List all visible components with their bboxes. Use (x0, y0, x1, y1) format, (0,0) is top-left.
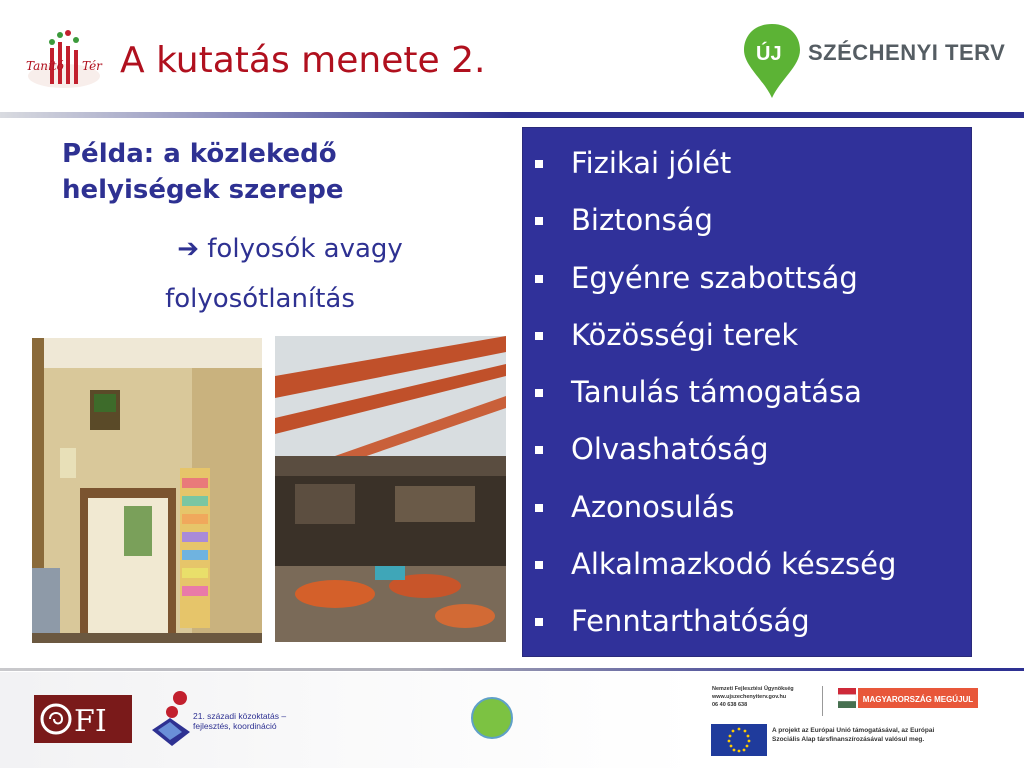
photo-school-doorway (32, 338, 262, 643)
list-item-label: Azonosulás (571, 489, 735, 524)
photo-school-atrium (275, 336, 506, 642)
tanito-ter-logo (22, 20, 106, 100)
list-item (523, 424, 971, 481)
list-item (523, 310, 971, 367)
bullet-icon (535, 504, 543, 512)
list-item-label: Olvashatóság (571, 432, 769, 467)
list-item (523, 253, 971, 310)
bullet-icon (535, 446, 543, 454)
bullet-icon (535, 618, 543, 626)
kozoktatas-line2: fejlesztés, koordináció (193, 721, 277, 731)
list-item-label: Fizikai jólét (571, 146, 732, 180)
header-divider (0, 112, 1024, 118)
list-item (523, 367, 971, 424)
example-subtitle (60, 224, 460, 324)
szechenyi-terv-text: SZÉCHENYI TERV (808, 40, 1006, 65)
list-item (523, 195, 971, 252)
green-circle-icon (471, 697, 513, 739)
bullet-icon (535, 389, 543, 397)
kozoktatas-line1: 21. századi közoktatás – (193, 711, 287, 721)
eu-funding-line1: A projekt az Európai Unió támogatásával, az Európai (772, 727, 935, 734)
list-item (523, 539, 971, 596)
nfu-info (712, 685, 794, 709)
list-item-label: Fenntarthatóság (571, 604, 810, 639)
list-item-label: Egyénre szabottság (571, 260, 858, 295)
list-item (523, 138, 971, 195)
svg-text:Tér: Tér (82, 59, 102, 73)
criteria-list-box (522, 127, 972, 657)
example-subtitle-line2: folyosótlanítás (165, 284, 355, 314)
footer-divider (0, 668, 1024, 671)
bullet-icon (535, 332, 543, 340)
example-subtitle-line1-text: folyosók avagy (207, 234, 403, 264)
list-item-label: Biztonság (571, 203, 713, 238)
svg-text:FI: FI (74, 704, 107, 739)
svg-text:ÚJ: ÚJ (756, 43, 782, 65)
eu-funding-text (772, 726, 934, 744)
magyarorszag-megujul-text: MAGYARORSZÁG MEGÚJUL (862, 695, 974, 704)
slide-title: A kutatás menete 2. (120, 40, 486, 81)
example-heading: Példa: a közlekedő helyiségek szerepe (62, 139, 344, 205)
nfu-phone: 06 40 638 638 (712, 702, 748, 708)
list-item-label: Tanulás támogatása (571, 375, 862, 410)
criteria-list (523, 128, 971, 654)
bullet-icon (535, 160, 543, 168)
list-item-label: Alkalmazkodó készség (571, 547, 897, 582)
kozoktatas-text (193, 711, 286, 731)
list-item (523, 482, 971, 539)
list-item-label: Közösségi terek (571, 317, 799, 352)
arrow-right-icon: ➔ (177, 234, 200, 264)
bullet-icon (535, 561, 543, 569)
magyarorszag-megujul-badge (838, 688, 978, 708)
list-item (523, 596, 971, 653)
bullet-icon (535, 275, 543, 283)
eu-flag-icon (711, 724, 767, 756)
nfu-url: www.ujszechenyiterv.gov.hu (712, 694, 787, 700)
svg-text:Tanító: Tanító (26, 59, 64, 73)
ofi-logo (34, 695, 132, 743)
bullet-icon (535, 217, 543, 225)
nfu-name: Nemzeti Fejlesztési Ügynökség (712, 686, 794, 692)
eu-funding-line2: Szociális Alap társfinanszírozásával valósul meg. (772, 736, 925, 743)
nfu-divider (822, 686, 823, 716)
example-subtitle-line1 (60, 224, 460, 274)
